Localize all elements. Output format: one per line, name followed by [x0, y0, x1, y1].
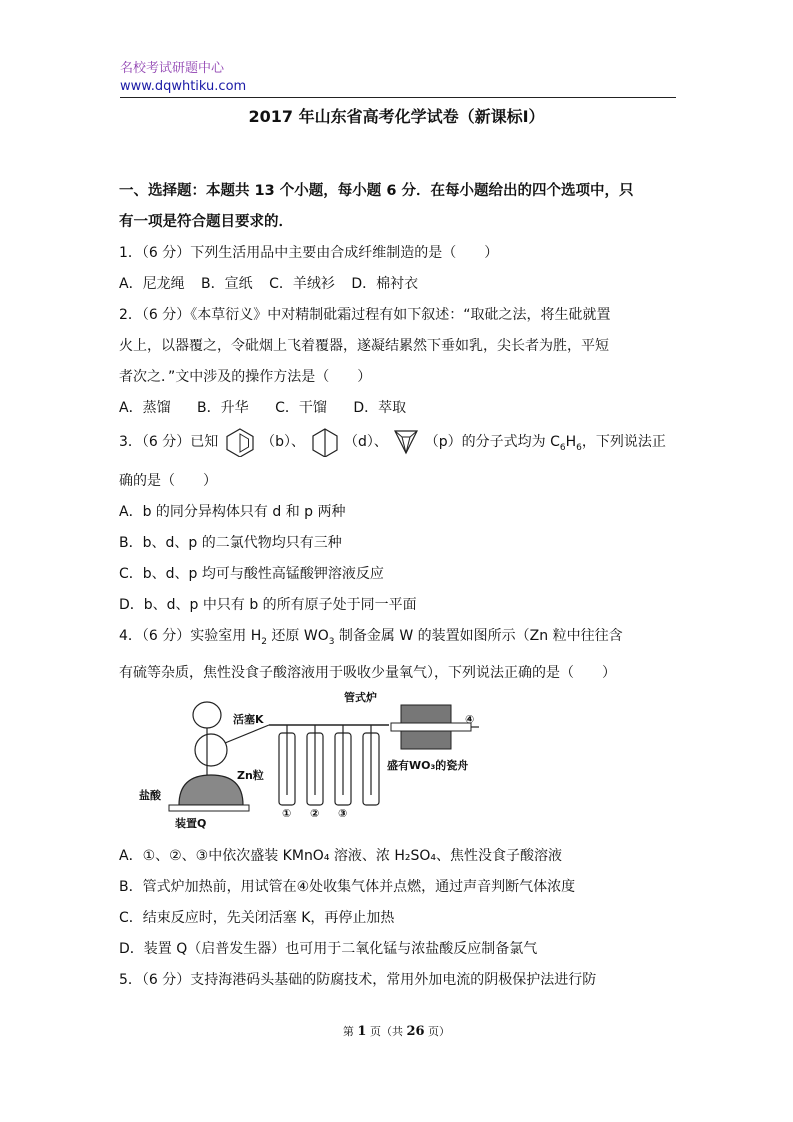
q4-line1	[119, 621, 684, 658]
q1-option-a: A．尼龙绳	[119, 276, 185, 292]
q1-stem: 1．（6 分）下列生活用品中主要由合成纤维制造的是（ ）	[119, 245, 499, 261]
q1-option-b: B．宣纸	[201, 276, 253, 292]
q2-line3: 者次之．”文中涉及的操作方法是（ ）	[119, 369, 372, 385]
label-n4: ④	[465, 712, 475, 726]
section-heading-line2: 有一项是符合题目要求的．	[119, 214, 293, 230]
label-device-q: 装置Q	[175, 816, 207, 830]
label-n2: ②	[310, 806, 320, 820]
q3-prefix: 3．（6 分）已知	[119, 434, 219, 450]
q2-option-a: A．蒸馏	[119, 400, 171, 416]
header-divider	[120, 97, 676, 98]
q2-option-c: C．干馏	[275, 400, 327, 416]
page-footer	[0, 1023, 793, 1039]
footer-post: 页）	[424, 1025, 451, 1038]
benzene-structure-icon	[223, 427, 257, 457]
label-furnace: 管式炉	[344, 690, 377, 704]
prismane-structure-icon	[392, 427, 420, 457]
label-n3: ③	[338, 806, 348, 820]
q4-option-d: D．装置 Q（启普发生器）也可用于二氧化锰与浓盐酸反应制备氯气	[119, 940, 538, 957]
q4-sub-h2: 2	[261, 636, 267, 647]
footer-page-number: 1	[357, 1024, 367, 1039]
q4-line1-e: 制备金属 W 的装置如图所示（Zn 粒中往往含	[334, 627, 623, 644]
watermark-name: 名校考试研题中心	[120, 61, 225, 76]
q4-option-b: B．管式炉加热前，用试管在④处收集气体并点燃，通过声音判断气体浓度	[119, 878, 576, 895]
section-heading-line1: 一、选择题：本题共 13 个小题，每小题 6 分．在每小题给出的四个选项中，只	[119, 183, 634, 199]
q3-option-b: B．b、d、p 的二氯代物均只有三种	[119, 534, 342, 551]
q4-sub-wo3: 3	[328, 636, 335, 647]
footer-total-pages: 26	[406, 1024, 425, 1039]
footer-mid: 页（共	[366, 1025, 407, 1038]
q3-formula-text: （p）的分子式均为 C	[424, 434, 560, 450]
q3-h: H	[565, 434, 577, 450]
q4-line1-c: 还原 WO	[266, 627, 329, 644]
q1-option-d: D．棉衬衣	[351, 276, 419, 292]
q1-option-c: C．羊绒衫	[269, 276, 335, 292]
footer-pre: 第	[342, 1025, 358, 1038]
q1-options	[119, 269, 684, 300]
label-acid: 盐酸	[139, 788, 161, 802]
q5-line1: 5．（6 分）支持海港码头基础的防腐技术，常用外加电流的阴极保护法进行防	[119, 971, 597, 988]
apparatus-figure	[139, 690, 479, 835]
q3-label-b: （b）、	[261, 434, 306, 450]
page-title: 2017 年山东省高考化学试卷（新课标Ⅰ）	[248, 107, 545, 126]
exam-content	[119, 176, 684, 996]
q2-option-b: B．升华	[197, 400, 249, 416]
q3-sub-c: 6	[559, 442, 566, 453]
q4-line2: 有硫等杂质，焦性没食子酸溶液用于吸收少量氧气），下列说法正确的是（ ）	[119, 664, 616, 681]
label-stopcock: 活塞K	[233, 712, 264, 726]
q3-sub-h: 6	[576, 442, 582, 453]
q3-line1	[119, 424, 684, 466]
label-n1: ①	[282, 806, 292, 820]
q3-line2: 确的是（ ）	[119, 472, 217, 489]
q2-line2: 火上，以器覆之，令砒烟上飞着覆器，遂凝结累然下垂如乳，尖长者为胜，平短	[119, 338, 609, 354]
watermark-url[interactable]: www.dqwhtiku.com	[120, 79, 247, 94]
q3-option-d: D．b、d、p 中只有 b 的所有原子处于同一平面	[119, 596, 417, 613]
q2-line1: 2．（6 分）《本草衍义》中对精制砒霜过程有如下叙述：“取砒之法，将生砒就置	[119, 307, 611, 323]
label-boat: 盛有WO₃的瓷舟	[387, 758, 469, 772]
q3-option-a: A．b 的同分异构体只有 d 和 p 两种	[119, 503, 346, 520]
q3-option-c: C．b、d、p 均可与酸性高锰酸钾溶液反应	[119, 565, 384, 582]
q4-option-a: A．①、②、③中依次盛装 KMnO₄ 溶液、浓 H₂SO₄、焦性没食子酸溶液	[119, 847, 563, 864]
dewar-benzene-structure-icon	[310, 427, 340, 457]
q2-options	[119, 393, 684, 424]
q4-option-c: C．结束反应时，先关闭活塞 K，再停止加热	[119, 909, 395, 926]
watermark	[120, 60, 246, 96]
q3-label-d: （d）、	[343, 434, 388, 450]
q2-option-d: D．萃取	[353, 400, 407, 416]
label-zn: Zn粒	[237, 768, 264, 782]
q4-line1-a: 4．（6 分）实验室用 H	[119, 627, 262, 644]
q3-suffix: ，下列说法正	[581, 434, 666, 450]
